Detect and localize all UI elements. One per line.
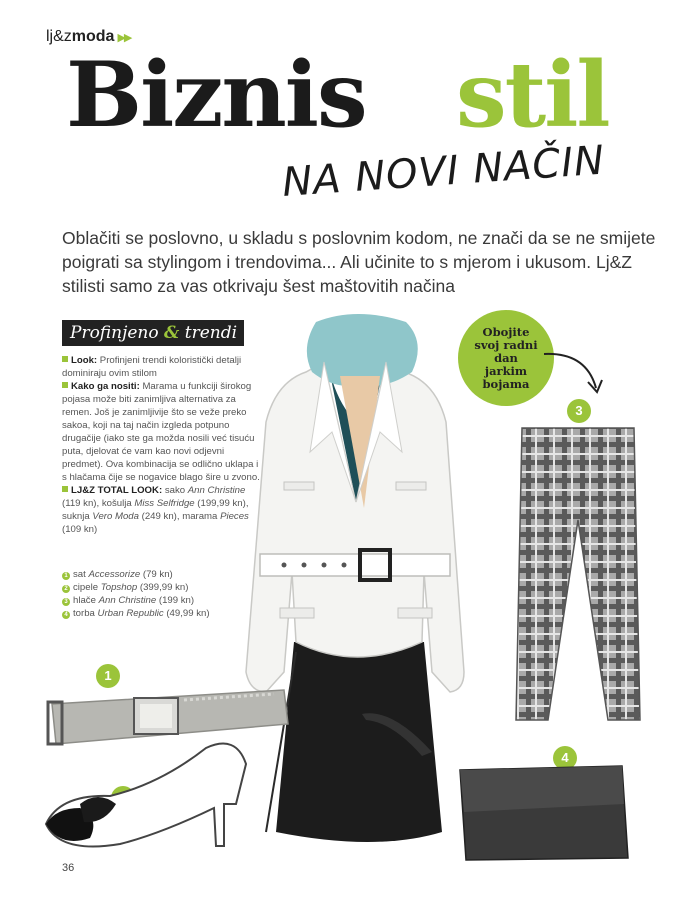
total-brand: Vero Moda xyxy=(92,511,139,522)
look-paragraph xyxy=(62,354,260,380)
bullet-square-icon xyxy=(62,356,68,362)
total-price: (249 kn), xyxy=(141,511,180,522)
label-part-2: trendi xyxy=(184,323,238,343)
item-number-badge: 4 xyxy=(62,611,70,619)
item-type: hlače xyxy=(73,595,96,606)
bullet-square-icon xyxy=(62,486,68,492)
callout-number: 3 xyxy=(567,399,591,423)
look-text: Profinjeni trendi koloristički detalji dominiraju ovim stilom xyxy=(62,355,242,379)
list-item xyxy=(62,607,262,620)
page-number: 36 xyxy=(62,862,75,874)
total-item: sako xyxy=(164,485,186,496)
look-description xyxy=(62,354,260,536)
item-brand: Topshop xyxy=(100,582,138,593)
total-price: (119 kn), xyxy=(62,498,100,509)
total-brand: Ann Christine xyxy=(187,485,246,496)
list-item xyxy=(62,594,262,607)
list-item xyxy=(62,581,262,594)
total-item: košulja xyxy=(101,498,132,509)
headline-subtitle: NA NOVI NAČIN xyxy=(280,137,607,206)
clutch-bag-image xyxy=(352,708,632,868)
item-price: (79 kn) xyxy=(142,569,173,580)
section-name: moda xyxy=(71,28,115,45)
intro-paragraph: Oblačiti se poslovno, u skladu s poslovnim kodom, ne znači da se ne smijete poigrati sa stylingom i trendovima... Ali učinite to s mjerom i ukusom. Lj&Z stilisti samo za vas otkrivaju šest maštovitih načina xyxy=(62,228,656,296)
look-title: Look: xyxy=(71,355,98,366)
list-item xyxy=(62,568,262,581)
howto-title: Kako ga nositi: xyxy=(71,381,140,392)
item-price: (199 kn) xyxy=(158,595,195,606)
look-label-bar xyxy=(62,320,244,346)
headline-word-2: stil xyxy=(456,42,609,148)
label-part-1: Profinjeno xyxy=(70,323,159,343)
badge-text: Obojite svoj radni dan jarkim bojama xyxy=(474,324,538,391)
item-type: sat xyxy=(73,569,86,580)
curved-arrow-icon xyxy=(540,348,610,398)
item-type: torba xyxy=(73,608,95,619)
bullet-square-icon xyxy=(62,382,68,388)
item-number-badge: 1 xyxy=(62,572,70,580)
total-item: suknja xyxy=(62,511,90,522)
label-ampersand: & xyxy=(164,323,180,343)
item-list xyxy=(62,568,262,620)
item-brand: Ann Christine xyxy=(98,595,157,606)
total-item: marama xyxy=(182,511,218,522)
callout-number: 4 xyxy=(553,746,577,770)
howto-text: Marama u funkciji širokog pojasa može biti zanimljiva alternativa za remen. Još je zanimljivije što se veže preko sakoa, koji na taj način izgleda potpuno drugačije (iako ste ga možda nosili već tisuću puta, djelovat će vam kao novi odjevni predmet). Ova kombinacija se odlično uklapa i s hlačama čije se nogavice blago šire u zvono. xyxy=(62,381,260,483)
callout-number: 1 xyxy=(96,664,120,688)
section-prefix: lj&z xyxy=(46,28,72,45)
total-look-title: LJ&Z TOTAL LOOK: xyxy=(71,485,163,496)
item-brand: Urban Republic xyxy=(97,608,164,619)
item-price: (49,99 kn) xyxy=(166,608,210,619)
headline-word-1: Biznis xyxy=(66,42,366,148)
total-price: (199,99 kn), xyxy=(197,498,249,509)
item-brand: Accessorize xyxy=(88,569,141,580)
item-price: (399,99 kn) xyxy=(139,582,189,593)
howto-paragraph xyxy=(62,380,260,484)
shoe-image xyxy=(40,734,260,854)
total-brand: Miss Selfridge xyxy=(134,498,195,509)
item-number-badge: 3 xyxy=(62,598,70,606)
total-look-paragraph xyxy=(62,484,260,536)
trousers-image xyxy=(508,424,646,724)
total-brand: Pieces xyxy=(220,511,249,522)
item-type: cipele xyxy=(73,582,99,593)
item-number-badge: 2 xyxy=(62,585,70,593)
total-price: (109 kn) xyxy=(62,524,98,535)
double-arrow-icon: ▶▶ xyxy=(117,32,131,44)
